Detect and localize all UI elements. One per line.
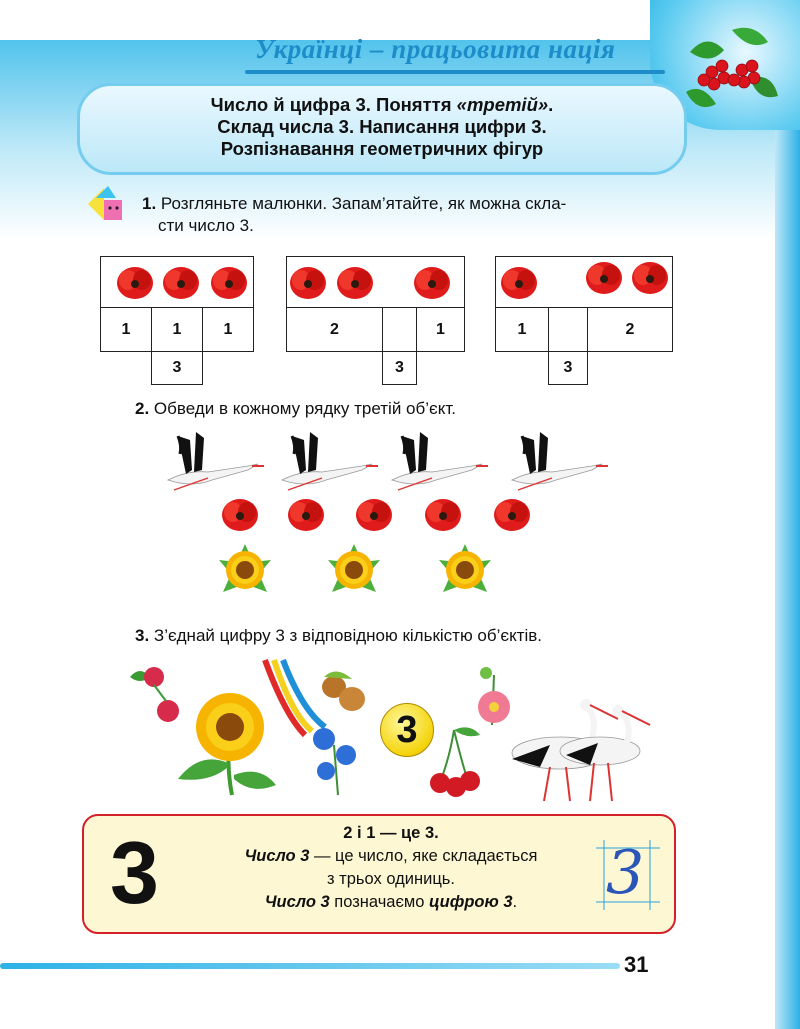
task-2-instruction: Обведи в кожному рядку третій об’єкт.	[153, 399, 456, 418]
table-3-part-1: 1	[495, 307, 549, 352]
rule-line-2	[196, 845, 586, 868]
mallow-icon	[478, 667, 510, 725]
rule-line-4-dot: .	[512, 893, 518, 911]
table-2-total: 3	[382, 351, 417, 385]
stork-icon	[512, 432, 608, 490]
sunflower-icon	[328, 544, 380, 592]
big-digit: 3	[110, 823, 159, 922]
cherry-icon	[430, 727, 480, 797]
task-1-number: 1.	[142, 194, 157, 213]
title-line-1-text: Число й цифра 3. Поняття	[210, 94, 457, 115]
digit-3-target[interactable]: 3	[380, 703, 434, 757]
section-motto: Українці – працьовита нація	[255, 34, 616, 64]
table-2-part-3: 1	[416, 307, 465, 352]
rule-term-1: Число 3	[244, 847, 310, 865]
handwriting-sample	[596, 840, 660, 910]
title-line-3: Розпізнавання геометричних фігур	[220, 138, 544, 159]
task-3-text	[135, 625, 735, 647]
table-1-part-1: 1	[100, 307, 152, 352]
cornflower-icon	[313, 728, 356, 795]
rule-line-1: 2 і 1 — це 3.	[343, 824, 439, 842]
sunflower-icon	[219, 544, 271, 592]
table-2-part-1: 2	[286, 307, 383, 352]
title-line-2: Склад числа 3. Написання цифри 3.	[217, 116, 547, 137]
rule-line-2-text: — це число, яке складається	[309, 847, 538, 865]
rule-term-2: Число 3	[264, 893, 330, 911]
stork-icon	[560, 705, 650, 801]
task-1-line-2: сти число 3.	[158, 216, 254, 235]
footer-line	[0, 963, 620, 969]
title-term: «третій»	[456, 94, 549, 115]
hazelnut-icon	[322, 671, 365, 711]
table-1-total: 3	[151, 351, 203, 385]
table-3-total: 3	[548, 351, 588, 385]
task-3-number: 3.	[135, 626, 150, 645]
ribbon-icon	[265, 660, 325, 735]
page-number: 31	[624, 952, 649, 977]
stork-icon	[282, 432, 378, 490]
sunflower-icon	[439, 544, 491, 592]
table-1-part-2: 1	[151, 307, 203, 352]
sunflower-icon	[178, 693, 276, 795]
rule-line-4	[196, 891, 586, 914]
raspberry-icon	[130, 667, 179, 722]
rule-line-3: з трьох одиниць.	[327, 870, 455, 888]
stork-icon	[168, 432, 264, 490]
table-3-part-3: 2	[587, 307, 673, 352]
task-2-number: 2.	[135, 399, 150, 418]
rule-text	[196, 822, 586, 914]
table-1-part-3: 1	[202, 307, 254, 352]
rule-line-4-text: позначаємо	[329, 893, 429, 911]
stork-icon	[392, 432, 488, 490]
handwritten-digit: 3	[606, 838, 645, 908]
title-line-1-dot: .	[548, 94, 554, 115]
rule-term-3: цифрою 3	[429, 893, 513, 911]
task-3-instruction: З’єднай цифру 3 з відповідною кількістю об’єктів.	[153, 626, 543, 645]
task-1-line-1: Розгляньте малюнки. Запам’ятайте, як можна скла-	[160, 194, 567, 213]
